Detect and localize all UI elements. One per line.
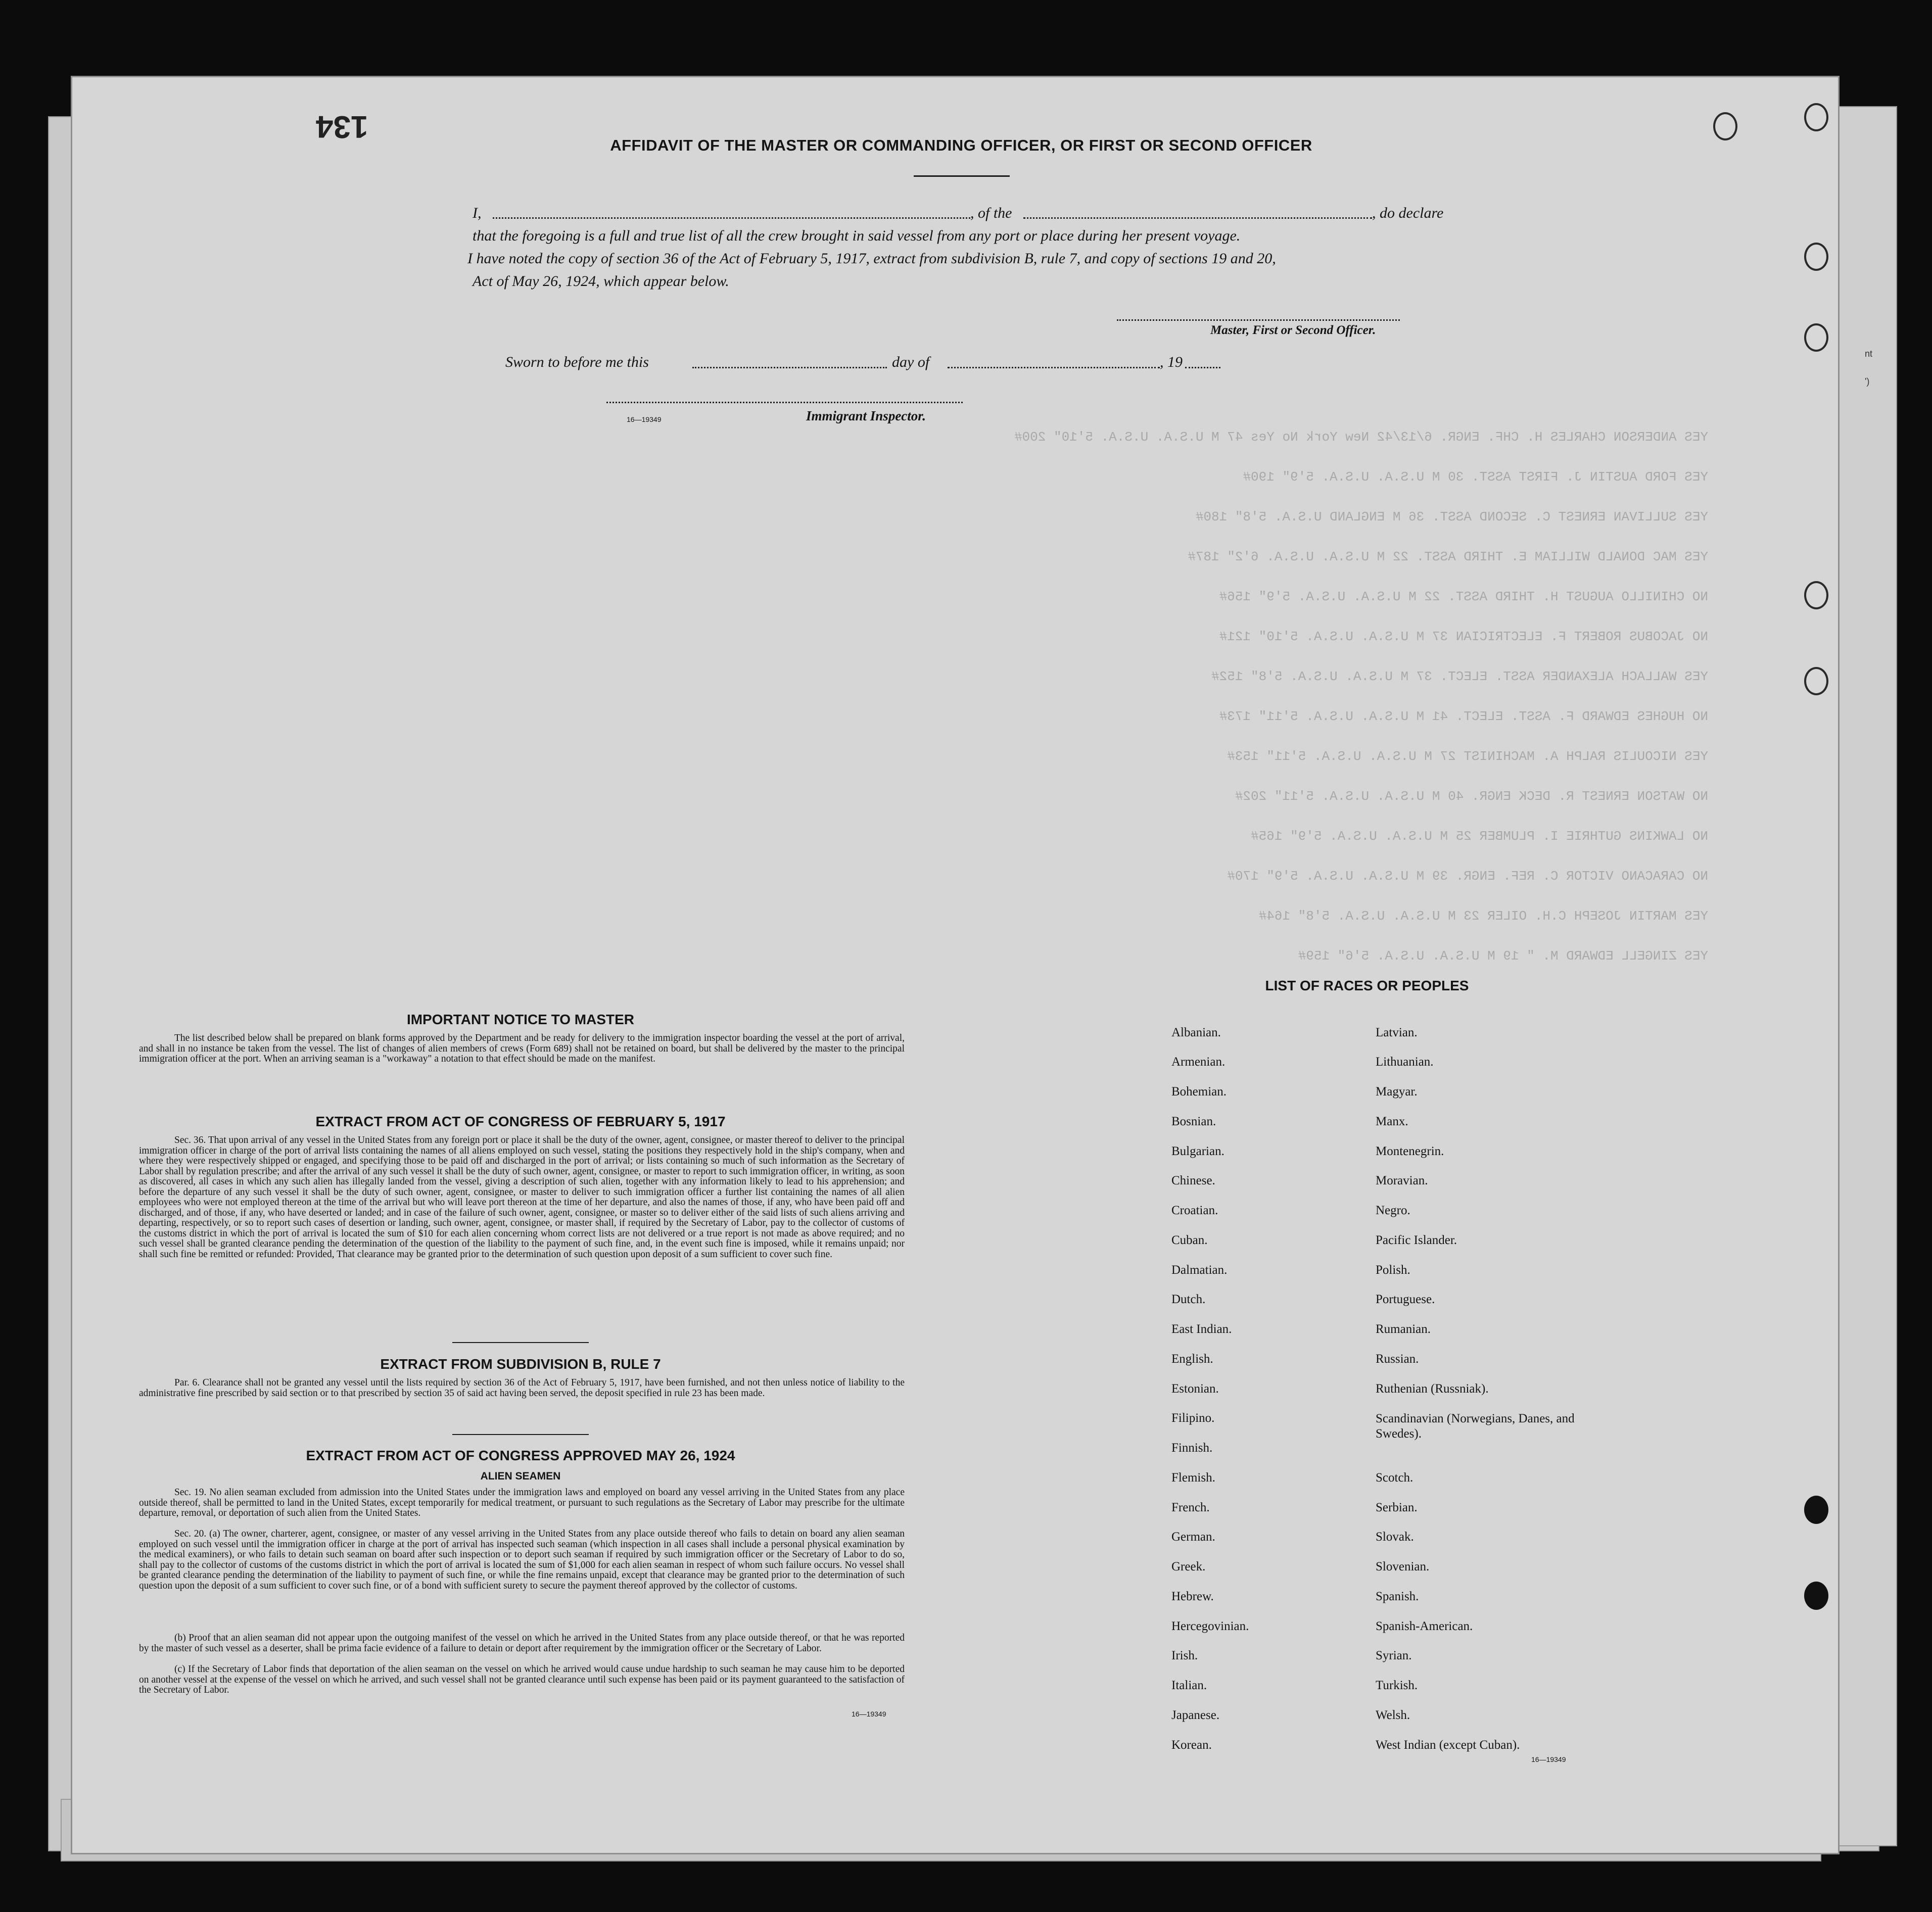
divider-1 <box>452 1342 589 1343</box>
bleed-row: NO HUGHES EDWARD F. ASST. ELECT. 41 M U.S.A. U.S.A. 5'11" 173# <box>1219 709 1708 724</box>
affidavit-line-3: I have noted the copy of section 36 of the Act of February 5, 1917, extract from subdivision B, rule 7, and copy of sections 19 and 20, <box>467 250 1276 267</box>
sworn-day-blank <box>692 367 887 368</box>
race-item: Scandinavian (Norwegians, Danes, and Swedes). <box>1376 1412 1575 1441</box>
affidavit-title: AFFIDAVIT OF THE MASTER OR COMMANDING OFFICER, OR FIRST OR SECOND OFFICER <box>610 136 1312 154</box>
bleed-row: NO WATSON ERNEST R. DECK ENGR. 40 M U.S.A. U.S.A. 5'11" 202# <box>1235 789 1708 804</box>
race-item: Filipino. <box>1171 1411 1215 1425</box>
notice-body: The list described below shall be prepared on blank forms approved by the Department and be ready for delivery to the immigration inspector boarding the vessel at the port of arrival, and shall in no instance be taken from the vessel. The list of changes of alien members of crews (Form 689) shall not be retained on board, but shall be delivered by the master to the principal immigration officer at the port. When an arriving seaman is a "workaway" a notation to that effect should be made on the manifest. <box>139 1033 905 1064</box>
affidavit-line-2: that the foregoing is a full and true list of all the crew brought in said vessel from any port or place during her present voyage. <box>473 227 1241 244</box>
bleed-row: YES MAC DONALD WILLIAM E. THIRD ASST. 22 M U.S.A. U.S.A. 6'2" 187# <box>1188 549 1708 564</box>
race-item: Croatian. <box>1171 1204 1218 1217</box>
sworn-month-blank <box>948 367 1160 368</box>
races-title: LIST OF RACES OR PEOPLES <box>1265 978 1469 993</box>
binder-hole-icon <box>1804 103 1828 131</box>
race-item: Irish. <box>1171 1649 1198 1662</box>
race-item: Turkish. <box>1376 1679 1418 1692</box>
binder-hole-icon <box>1804 667 1828 695</box>
races-form-code: 16—19349 <box>1531 1755 1566 1763</box>
race-item: Chinese. <box>1171 1174 1215 1187</box>
binder-hole-icon <box>1804 581 1828 609</box>
race-item: English. <box>1171 1352 1213 1366</box>
race-item: Ruthenian (Russniak). <box>1376 1382 1489 1396</box>
race-item: Moravian. <box>1376 1174 1428 1187</box>
margin-fragment: nt <box>1865 349 1873 359</box>
race-item: Russian. <box>1376 1352 1419 1366</box>
sec20c-body: (c) If the Secretary of Labor finds that deportation of the alien seaman on the vessel on which he arrived would cause undue hardship to such seaman he may cause him to be deported on another vessel at the expense of the vessel on which he arrived, and such vessel shall not be granted clearance until such expense has been paid or its payment guaranteed to the satisfaction of the Secretary of Labor. <box>139 1664 905 1695</box>
race-item: French. <box>1171 1501 1210 1514</box>
extract-1924-title: EXTRACT FROM ACT OF CONGRESS APPROVED MAY 26, 1924 <box>306 1448 735 1463</box>
affidavit-of-the: , of the <box>970 205 1012 221</box>
race-item: Spanish. <box>1376 1590 1419 1603</box>
race-item: Cuban. <box>1171 1233 1208 1247</box>
bleed-row: YES SULLIVAN ERNEST C. SECOND ASST. 36 M ENGLAND U.S.A. 5'8" 180# <box>1195 509 1708 524</box>
rule7-title: EXTRACT FROM SUBDIVISION B, RULE 7 <box>380 1356 661 1372</box>
extract-form-code: 16—19349 <box>852 1710 886 1718</box>
affidavit-do-declare: , do declare <box>1372 205 1444 221</box>
bleed-row: NO CHINILLO AUGUST H. THIRD ASST. 22 M U.S.A. U.S.A. 5'9" 156# <box>1219 589 1708 604</box>
extract-1917-title: EXTRACT FROM ACT OF CONGRESS OF FEBRUARY 5, 1917 <box>315 1114 726 1129</box>
sec20a-body: Sec. 20. (a) The owner, charterer, agent, consignee, or master of any vessel arriving in the United States from any place outside thereof who fails to detain on board any alien seaman employed on such vessel until the immigration officer in charge at the port of arrival has inspected such seaman (which inspection in all cases shall include a personal physical examination by the medical examiners), or who fails to detain such seaman on board after such inspection or to deport such seaman if required by such immigration officer or the Secretary of Labor to do so, shall pay to the collector of customs of the customs district in which the port of arrival is located the sum of $1,000 for each alien seaman in respect of whom such failure occurs. No vessel shall be granted clearance pending the determination of the liability to payment of such fine, or while the fine remains unpaid, except that clearance may be granted prior to the determination of such question upon the deposit of a sum sufficient to cover such fine, or of a bond with sufficient surety to secure the payment thereof approved by the collector of customs. <box>139 1528 905 1591</box>
bleed-row: YES ANDERSON CHARLES H. CHF. ENGR. 6/13/42 New York No Yes 47 M U.S.A. U.S.A. 5'10" 200# <box>1014 429 1708 445</box>
bleed-row: YES MARTIN JOSEPH C.H. OILER 23 M U.S.A. U.S.A. 5'8" 164# <box>1258 909 1708 924</box>
sworn-day-of: day of <box>892 354 930 370</box>
rule7-body: Par. 6. Clearance shall not be granted any vessel until the lists required by section 36 of the Act of February 5, 1917, have been furnished, and not then unless notice of liability to the administrative fine prescribed by said section or to that prescribed by section 35 of said act having been served, the deposit specified in rule 23 has been made. <box>139 1377 905 1399</box>
race-item: Rumanian. <box>1376 1322 1431 1336</box>
sec20b-body: (b) Proof that an alien seaman did not appear upon the outgoing manifest of the vessel on which he arrived in the United States from any place outside thereof, or that he was reported by the master of such vessel as a deserter, shall be prima facie evidence of a failure to detain or deport after requirement by the immigration officer or the Secretary of Labor. <box>139 1633 905 1654</box>
race-item: Italian. <box>1171 1679 1207 1692</box>
sworn-year-blank <box>1185 367 1220 368</box>
race-item: Spanish-American. <box>1376 1619 1473 1633</box>
race-item: Latvian. <box>1376 1026 1418 1039</box>
binder-hole-icon <box>1804 1582 1828 1610</box>
sworn-label: Sworn to before me this <box>505 354 649 370</box>
race-item: Hercegovinian. <box>1171 1619 1249 1633</box>
race-item: Syrian. <box>1376 1649 1412 1662</box>
race-item: Montenegrin. <box>1376 1144 1444 1158</box>
race-item: Slovenian. <box>1376 1560 1430 1573</box>
race-item: East Indian. <box>1171 1322 1232 1336</box>
race-item: Flemish. <box>1171 1471 1215 1485</box>
inspector-line <box>606 402 963 403</box>
page-number: 134 <box>316 109 368 144</box>
race-item: Portuguese. <box>1376 1293 1435 1306</box>
race-item: Slovak. <box>1376 1530 1414 1544</box>
race-item: Pacific Islander. <box>1376 1233 1457 1247</box>
name-blank <box>493 217 970 219</box>
binder-hole-icon <box>1804 1496 1828 1524</box>
sworn-year: , 19 <box>1160 354 1183 370</box>
race-item: Estonian. <box>1171 1382 1219 1396</box>
signature-label: Master, First or Second Officer. <box>1210 323 1376 337</box>
inspector-form-code: 16—19349 <box>627 415 662 423</box>
race-item: Magyar. <box>1376 1085 1418 1098</box>
race-item: German. <box>1171 1530 1215 1544</box>
race-item: Scotch. <box>1376 1471 1413 1485</box>
race-item: Dalmatian. <box>1171 1263 1228 1277</box>
race-item: Serbian. <box>1376 1501 1418 1514</box>
race-item: Hebrew. <box>1171 1590 1214 1603</box>
affidavit-i: I, <box>473 205 482 221</box>
divider-2 <box>452 1434 589 1435</box>
race-item: Lithuanian. <box>1376 1055 1434 1069</box>
bleed-through-crew-list <box>495 429 1708 988</box>
race-item: West Indian (except Cuban). <box>1376 1738 1520 1752</box>
race-item: Bohemian. <box>1171 1085 1227 1098</box>
race-item: Negro. <box>1376 1204 1410 1217</box>
race-item: Korean. <box>1171 1738 1212 1752</box>
notice-title: IMPORTANT NOTICE TO MASTER <box>406 1012 635 1027</box>
bleed-row: NO JACOBUS ROBERT F. ELECTRICIAN 37 M U.S.A. U.S.A. 5'10" 121# <box>1219 629 1708 644</box>
margin-fragment: ') <box>1865 376 1870 387</box>
bleed-row: NO LAWKINS GUTHRIE I. PLUMBER 25 M U.S.A. U.S.A. 5'9" 165# <box>1251 829 1708 844</box>
extract-1917-body: Sec. 36. That upon arrival of any vessel in the United States from any foreign port or place it shall be the duty of the owner, agent, consignee, or master thereof to deliver to the principal immigration officer in charge of the port of arrival lists containing the names of all aliens employed on such vessel, stating the positions they respectively hold in the ship's company, when and where they were respectively shipped or engaged, and specifying those to be paid off and discharged in the port of arrival; or lists containing so much of such information as the Secretary of Labor shall by regulation prescribe; and after the arrival of any such vessel it shall be the duty of such owner, agent, consignee, or master to report to such immigration officer, in writing, as soon as discovered, all cases in which any such alien has illegally landed from the vessel, giving a description of such alien, together with any information likely to lead to his apprehension; and before the departure of any such vessel it shall be the duty of such owner, agent, consignee, or master to deliver to such immigration officer a further list containing the names of all alien employees who were not employed thereon at the time of the arrival but who will leave port thereon at the time of her departure, and also the names of those, if any, who have been paid off and discharged, and of those, if any, who have deserted or landed; and in case of the failure of such owner, agent, consignee, or master so to deliver either of the said lists of such aliens arriving and departing, respectively, or so to report such cases of desertion or landing, such owner, agent, consignee, or master shall, if required by the Secretary of Labor, pay to the collector of customs of the customs district in which the port of arrival is located the sum of $10 for each alien concerning whom correct lists are not delivered or a true report is not made as above required; and no such vessel shall be granted clearance pending the determination of the question of the liability to the payment of such fine, and, in the event such fine is imposed, while it remains unpaid; nor shall such fine be remitted or refunded: Provided, That clearance may be granted prior to the determination of such question upon deposit of a sum sufficient to cover such fine. <box>139 1135 905 1260</box>
race-item: Finnish. <box>1171 1441 1213 1455</box>
race-item: Greek. <box>1171 1560 1206 1573</box>
alien-seamen-subtitle: ALIEN SEAMEN <box>480 1470 561 1482</box>
sec19-body: Sec. 19. No alien seaman excluded from admission into the United States under the immigration laws and employed on board any vessel arriving in the United States from any place outside thereof, shall be permitted to land in the United States, except temporarily for medical treatment, or pursuant to such regulations as the Secretary of Labor may prescribe for the ultimate departure, removal, or deportation of such alien from the United States. <box>139 1487 905 1518</box>
race-item: Japanese. <box>1171 1708 1220 1722</box>
race-item: Bulgarian. <box>1171 1144 1224 1158</box>
binder-hole-icon <box>1713 112 1737 140</box>
race-item: Welsh. <box>1376 1708 1410 1722</box>
vessel-blank <box>1023 217 1372 219</box>
bleed-row: YES WALLACH ALEXANDER ASST. ELECT. 37 M U.S.A. U.S.A. 5'8" 152# <box>1211 669 1708 684</box>
bleed-row: YES FORD AUSTIN J. FIRST ASST. 30 M U.S.A. U.S.A. 5'9" 190# <box>1243 469 1708 485</box>
race-item: Dutch. <box>1171 1293 1206 1306</box>
bleed-row: NO CARACANO VICTOR C. REF. ENGR. 39 M U.S.A. U.S.A. 5'9" 170# <box>1227 869 1708 884</box>
race-item: Armenian. <box>1171 1055 1226 1069</box>
signature-line <box>1117 319 1400 321</box>
binder-hole-icon <box>1804 243 1828 271</box>
race-item: Polish. <box>1376 1263 1410 1277</box>
affidavit-line-4: Act of May 26, 1924, which appear below. <box>473 273 729 290</box>
binder-hole-icon <box>1804 323 1828 352</box>
race-item: Bosnian. <box>1171 1115 1216 1128</box>
race-item: Manx. <box>1376 1115 1408 1128</box>
bleed-row: YES NICOULIS RALPH A. MACHINIST 27 M U.S.A. U.S.A. 5'11" 153# <box>1227 749 1708 764</box>
race-item: Albanian. <box>1171 1026 1221 1039</box>
title-underline <box>914 175 1010 177</box>
inspector-label: Immigrant Inspector. <box>806 408 926 423</box>
bleed-row: YES ZINGELL EDWARD M. " 19 M U.S.A. U.S.A. 5'6" 159# <box>1298 948 1708 964</box>
